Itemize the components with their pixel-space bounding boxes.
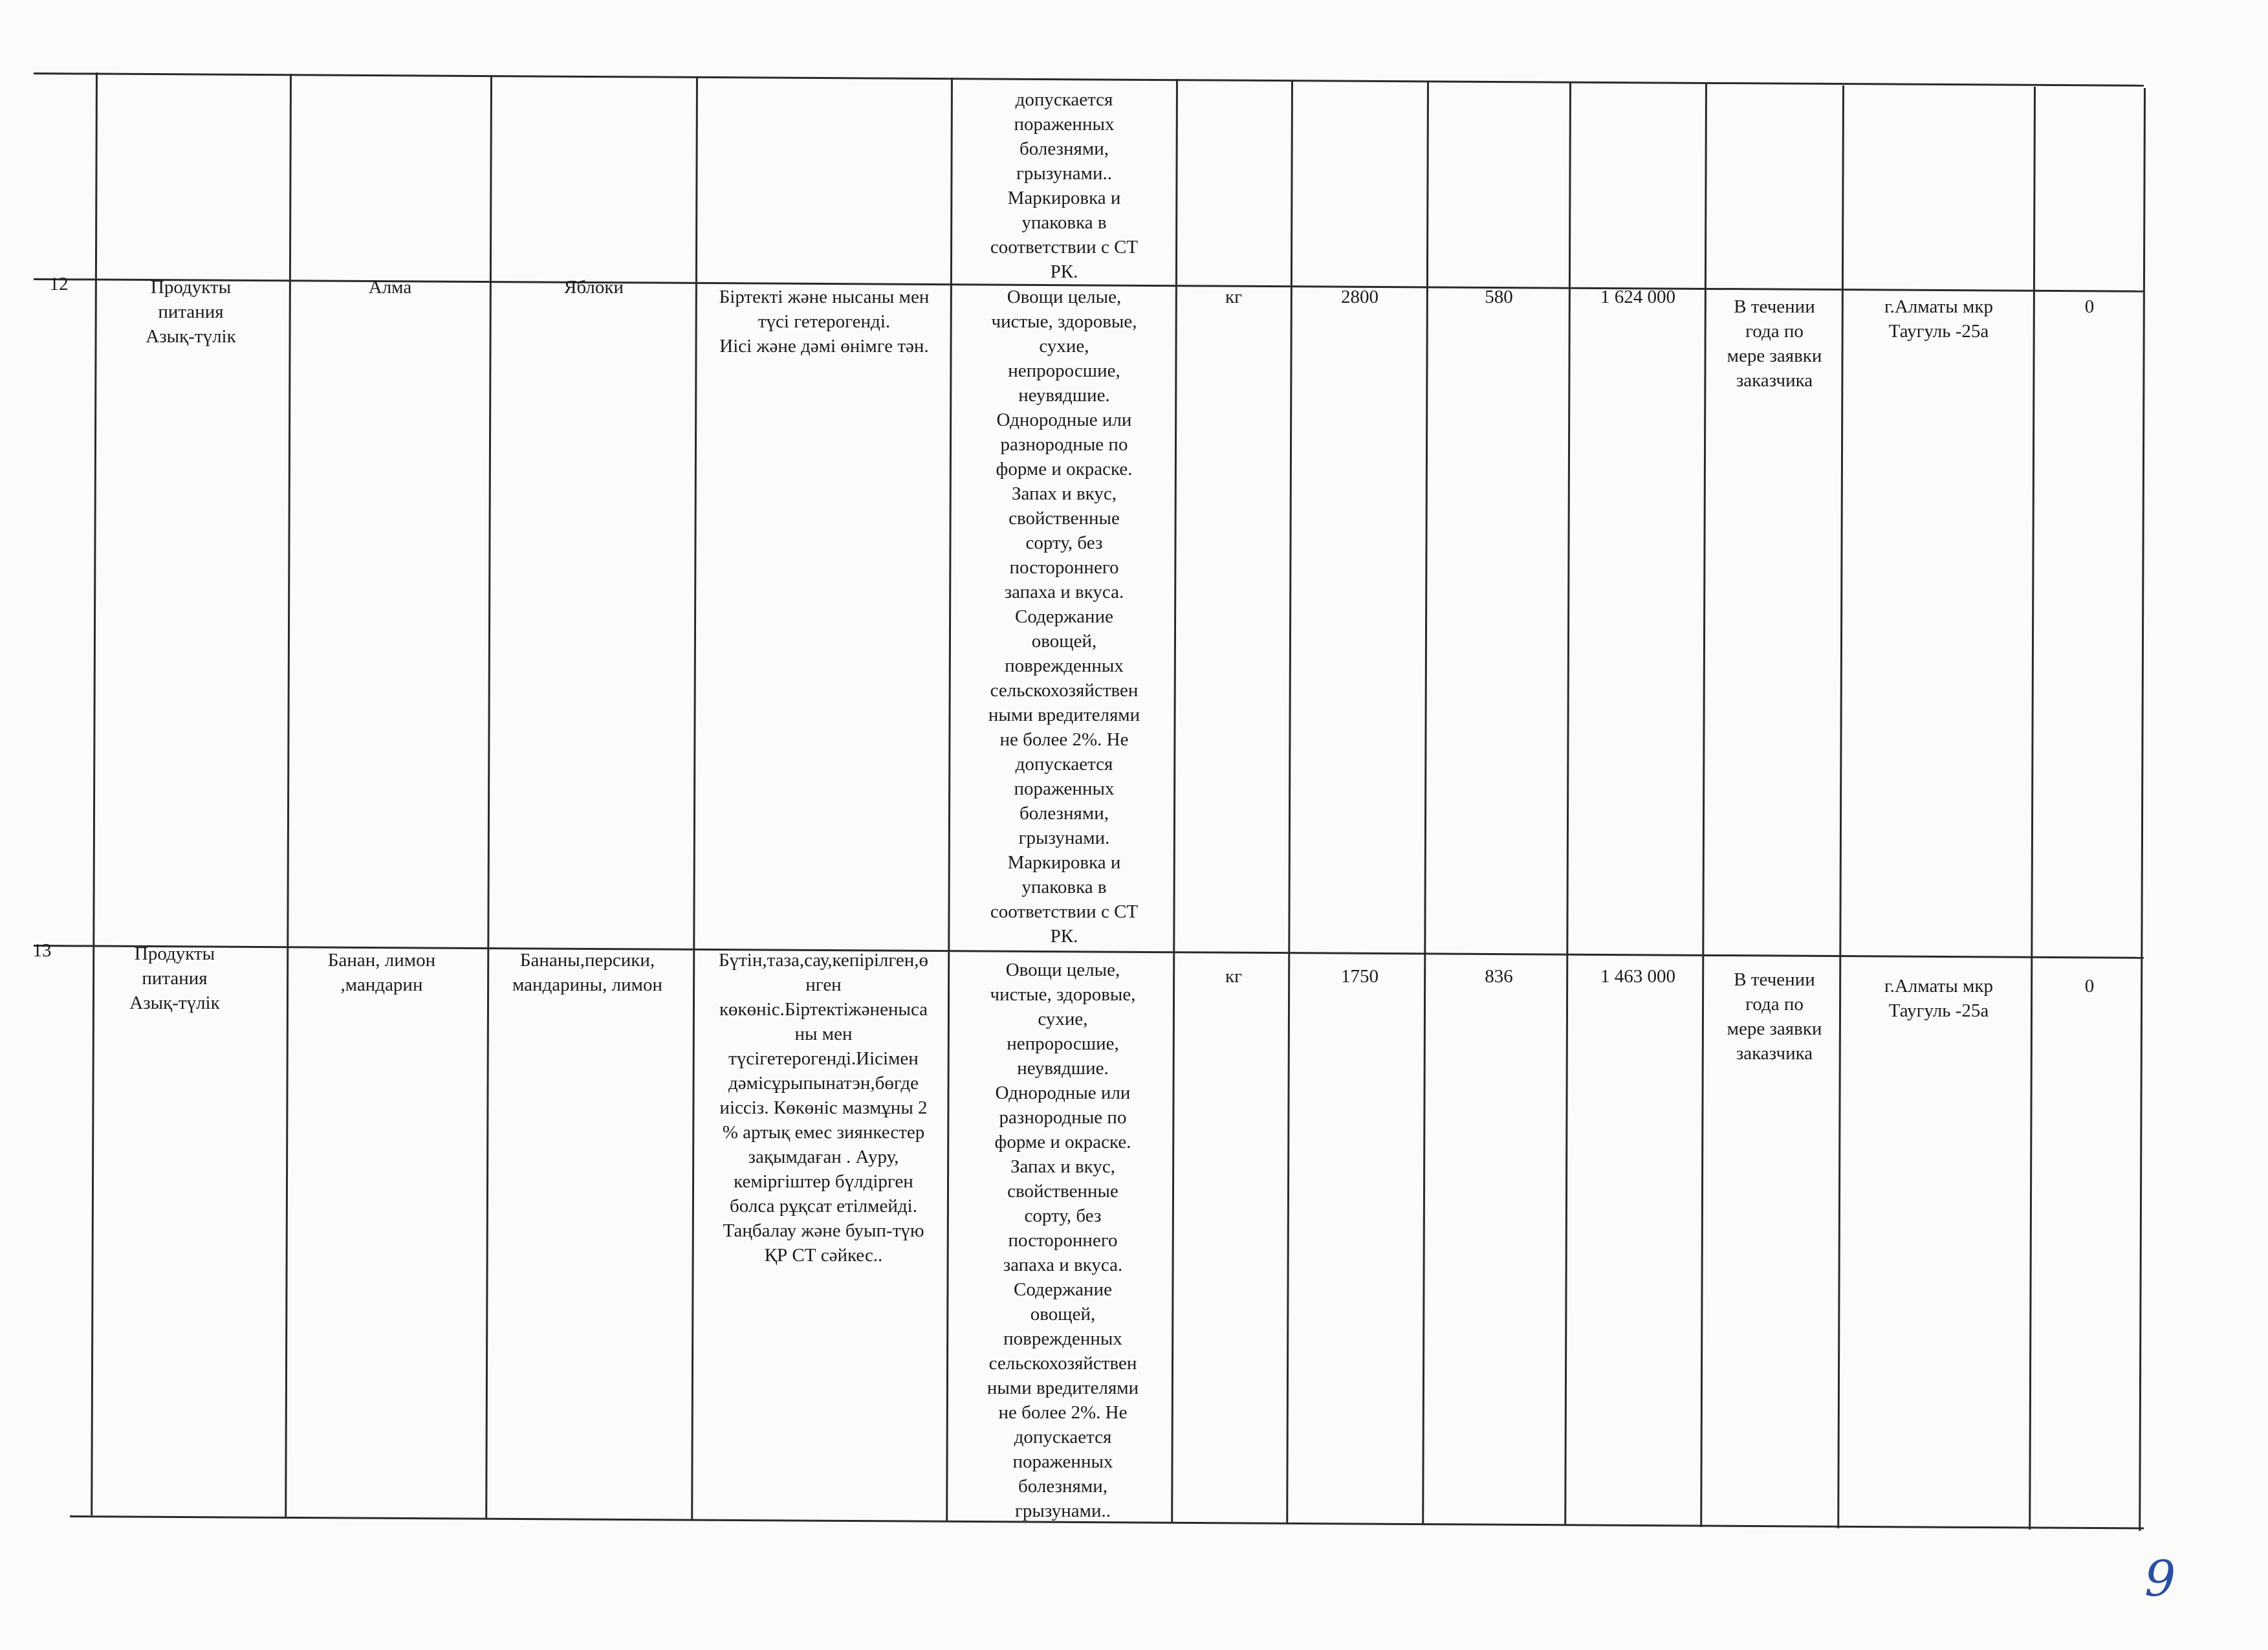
col-rule-4: [691, 76, 698, 1519]
row-number: 13: [32, 940, 52, 961]
category-cell: Продукты питания Азық-түлік: [146, 277, 236, 347]
col-rule-2: [285, 74, 292, 1517]
price-cell: 836: [1485, 966, 1513, 987]
delivery-term-cell: В течении года по мере заявки заказчика: [1727, 296, 1822, 391]
sum-cell: 1 463 000: [1600, 966, 1675, 987]
col-rule-3: [485, 75, 492, 1518]
sum-cell: 1 624 000: [1600, 287, 1675, 307]
advance-cell: 0: [2084, 296, 2095, 317]
description-ru-cell: Овощи целые, чистые, здоровые, сухие, непроросшие, неувядшие. Однородные или разнородные по форме и окраске. Запах и вкус, свойственные сорту, без постороннего запаха и вкуса. Содержание овощей, поврежденных сельскохозяйствен ными вредителями не более 2%. Не допускается пораженных болезнями, грызунами..: [987, 960, 1139, 1521]
col-rule-1: [91, 72, 98, 1515]
name-kz-cell: Алма: [368, 277, 412, 298]
unit-cell: кг: [1225, 966, 1242, 987]
name-ru-cell: Яблоки: [564, 277, 624, 298]
row-number: 12: [49, 274, 69, 294]
advance-cell: 0: [2084, 976, 2095, 996]
category-cell: Продукты питания Азық-түлік: [129, 943, 220, 1013]
quantity-cell: 1750: [1341, 966, 1379, 987]
price-cell: 580: [1485, 287, 1513, 307]
continued-requirements-cell: допускается пораженных болезнями, грызунами.. Маркировка и упаковка в соответствии с СТ РК.: [990, 89, 1139, 282]
page-number: 9: [2144, 1550, 2176, 1607]
name-kz-cell: Банан, лимон ,мандарин: [327, 950, 436, 995]
col-rule-7: [1286, 80, 1293, 1523]
description-kz-cell: Бүтін,таза,сау,кепірілген,ө нген көкөніс.Біртектіжәненыса ны мен түсігетерогенді.Иісімен дәмісұрыпынатэн,бөгде иіссіз. Көкөніс мазмұны 2 % артық емес зиянкестер зақымдаған . Ауру, кеміргіштер бүлдірген болса рұқсат етілмейді. Таңбалау және буып-түю ҚР СТ сәйкес..: [718, 950, 929, 1266]
unit-cell: кг: [1225, 287, 1242, 307]
quantity-cell: 2800: [1341, 287, 1379, 307]
description-kz-cell: Біртекті және нысаны мен түсі гетерогенді. Иісі және дәмі өнімге тән.: [719, 287, 930, 357]
rule-top: [34, 72, 2144, 87]
delivery-term-cell: В течении года по мере заявки заказчика: [1727, 969, 1822, 1064]
delivery-place-cell: г.Алматы мкр Таугуль -25а: [1884, 976, 1993, 1021]
description-ru-cell: Овощи целые, чистые, здоровые, сухие, непроросшие, неувядшие. Однородные или разнородные по форме и окраске. Запах и вкус, свойственные сорту, без постороннего запаха и вкуса. Содержание овощей, поврежденных сельскохозяйствен ными вредителями не более 2%. Не допускается пораженных болезнями, грызунами. Маркировка и упаковка в соответствии с СТ РК.: [988, 287, 1140, 947]
delivery-place-cell: г.Алматы мкр Таугуль -25а: [1884, 296, 1993, 342]
name-ru-cell: Бананы,персики, мандарины, лимон: [512, 950, 663, 995]
